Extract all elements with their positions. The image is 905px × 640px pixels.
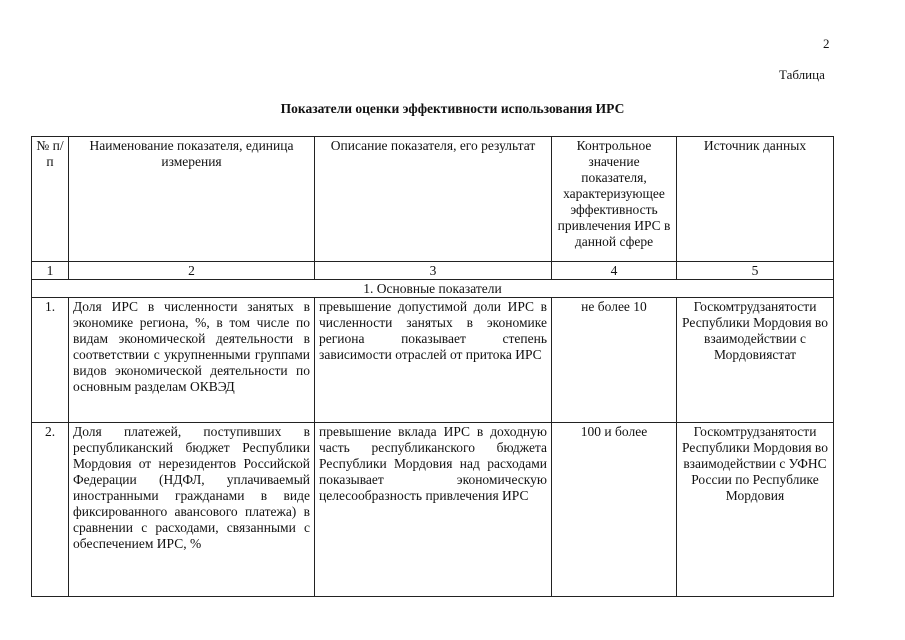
header-source: Источник данных xyxy=(677,137,834,262)
indicator-description: превышение вклада ИРС в доходную часть республиканского бюджета Республики Мордовия над расходами показывает экономическую целесообразность привлечения ИРС xyxy=(315,423,552,597)
table-row xyxy=(32,423,834,597)
indicator-description: превышение допустимой доли ИРС в численности занятых в экономике региона показывает степень зависимости отраслей от притока ИРС xyxy=(315,298,552,423)
column-numbers-row xyxy=(32,262,834,280)
section-row xyxy=(32,280,834,298)
row-number: 2. xyxy=(32,423,69,597)
column-number: 1 xyxy=(32,262,69,280)
header-control-value: Контрольное значение показателя, характеризующее эффективность привлечения ИРС в данной сфере xyxy=(552,137,677,262)
indicator-name: Доля ИРС в численности занятых в экономике региона, %, в том числе по видам экономической деятельности в соответствии с укрупненными группами видов экономической деятельности по основным разделам ОКВЭД xyxy=(69,298,315,423)
column-number: 2 xyxy=(69,262,315,280)
header-description: Описание показателя, его результат xyxy=(315,137,552,262)
table-row xyxy=(32,298,834,423)
control-value: не более 10 xyxy=(552,298,677,423)
data-source: Госкомтрудзанятости Республики Мордовия во взаимодействии с УФНС России по Республике Мордовия xyxy=(677,423,834,597)
page-number: 2 xyxy=(823,36,830,51)
indicators-table xyxy=(31,136,834,597)
header-row xyxy=(32,137,834,262)
section-title: 1. Основные показатели xyxy=(32,280,834,298)
document-title: Показатели оценки эффективности использования ИРС xyxy=(280,101,625,116)
indicator-name: Доля платежей, поступивших в республиканский бюджет Республики Мордовия от нерезидентов Российской Федерации (НДФЛ, уплачиваемый иностранными гражданами в виде фиксированного авансового платежа) в сравнении с расходами, связанными с обеспечением ИРС, % xyxy=(69,423,315,597)
data-source: Госкомтрудзанятости Республики Мордовия во взаимодействии с Мордовиястат xyxy=(677,298,834,423)
row-number: 1. xyxy=(32,298,69,423)
table-caption: Таблица xyxy=(779,67,825,82)
header-name: Наименование показателя, единица измерения xyxy=(69,137,315,262)
control-value: 100 и более xyxy=(552,423,677,597)
header-number: № п/п xyxy=(32,137,69,262)
column-number: 5 xyxy=(677,262,834,280)
column-number: 3 xyxy=(315,262,552,280)
column-number: 4 xyxy=(552,262,677,280)
